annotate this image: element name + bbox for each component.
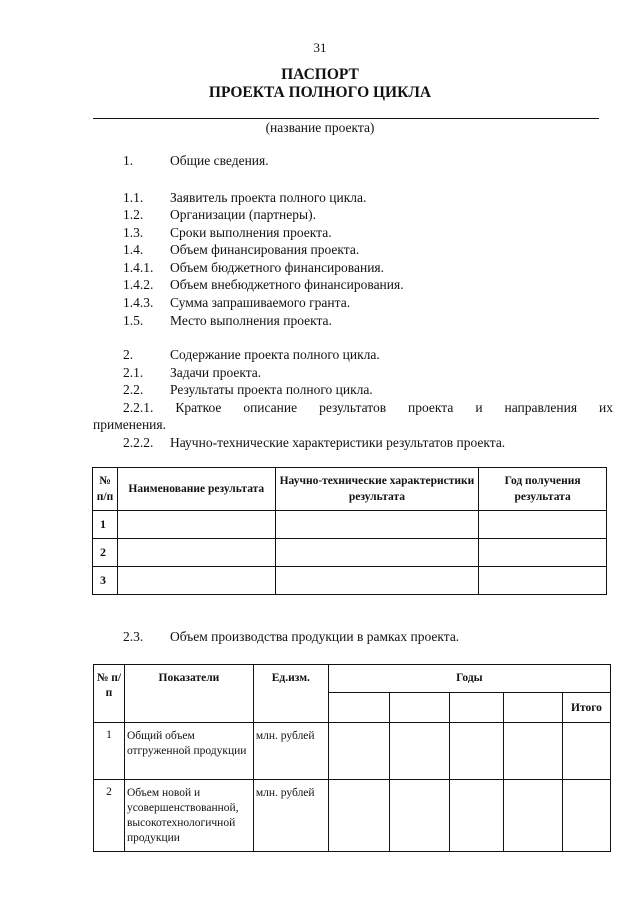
section-number: 1.	[123, 153, 134, 168]
table-cell[interactable]	[275, 539, 479, 567]
item-number: 1.4.	[123, 242, 144, 257]
document-title-line2: ПРОЕКТА ПОЛНОГО ЦИКЛА	[208, 84, 432, 101]
table-row	[93, 539, 607, 567]
table-row	[93, 567, 607, 595]
item-text: Сроки выполнения проекта.	[170, 225, 332, 240]
column-header-number: № п/п	[93, 468, 118, 511]
item-text: Объем финансирования проекта.	[170, 242, 360, 257]
table-cell[interactable]	[504, 780, 563, 852]
table-cell[interactable]	[389, 780, 450, 852]
item-number: 2.2.2.	[123, 435, 154, 450]
table-cell[interactable]	[504, 723, 563, 780]
row-number: 1	[94, 723, 125, 780]
table-cell[interactable]	[117, 511, 275, 539]
section-2-heading	[123, 347, 523, 365]
table-header-row	[94, 665, 611, 693]
item-text: Организации (партнеры).	[170, 207, 316, 222]
item-text: Научно-технические характеристики результатов проекта.	[170, 435, 506, 450]
list-item	[123, 313, 523, 331]
table-cell[interactable]	[450, 780, 504, 852]
table-cell[interactable]	[450, 723, 504, 780]
list-item	[123, 225, 523, 243]
word: и	[475, 400, 483, 415]
word: описание	[243, 400, 298, 415]
column-header-total: Итого	[563, 693, 611, 723]
word: проекта	[408, 400, 454, 415]
item-text: Результаты проекта полного цикла.	[170, 382, 373, 397]
item-text: Объем внебюджетного финансирования.	[170, 277, 404, 292]
item-text: Объем бюджетного финансирования.	[170, 260, 385, 275]
column-header-indicators: Показатели	[124, 665, 253, 723]
item-text: Объем производства продукции в рамках проекта.	[170, 629, 460, 644]
table-row	[94, 723, 611, 780]
section-1-heading	[123, 153, 523, 171]
list-item	[123, 277, 523, 295]
item-number: 1.4.2.	[123, 277, 154, 292]
table-cell[interactable]	[275, 567, 479, 595]
unit-cell: млн. рублей	[253, 780, 328, 852]
row-number: 1	[93, 511, 118, 539]
paragraph-2-2-1	[123, 400, 613, 416]
word: результатов	[319, 400, 387, 415]
table-cell[interactable]	[328, 723, 389, 780]
list-item	[123, 295, 523, 313]
column-header-number: № п/п	[94, 665, 125, 723]
item-number: 1.3.	[123, 225, 144, 240]
page-number: 31	[313, 40, 327, 55]
project-name-caption: (название проекта)	[265, 120, 375, 135]
table-header-row	[93, 468, 607, 511]
item-text: Место выполнения проекта.	[170, 313, 332, 328]
document-title: ПАСПОРТ	[281, 66, 359, 83]
year-cell[interactable]	[389, 693, 450, 723]
year-cell[interactable]	[328, 693, 389, 723]
list-item	[123, 242, 523, 260]
item-text: Задачи проекта.	[170, 365, 262, 380]
list-item	[123, 190, 523, 208]
column-header-year: Год получения результата	[479, 468, 607, 511]
indicator-cell: Общий объем отгруженной продукции	[124, 723, 253, 780]
list-item	[123, 260, 523, 278]
indicator-cell: Объем новой и усовершенствованной, высокотехнологичной продукции	[124, 780, 253, 852]
item-number: 1.4.3.	[123, 295, 154, 310]
list-item	[123, 207, 523, 225]
section-title: Общие сведения.	[170, 153, 269, 168]
item-number: 1.1.	[123, 190, 144, 205]
column-header-years: Годы	[328, 665, 610, 693]
row-number: 2	[94, 780, 125, 852]
table-cell[interactable]	[389, 723, 450, 780]
item-number: 2.1.	[123, 365, 144, 380]
table-row	[94, 780, 611, 852]
table-cell[interactable]	[117, 539, 275, 567]
section-title: Содержание проекта полного цикла.	[170, 347, 380, 362]
table-cell[interactable]	[563, 780, 611, 852]
table-cell[interactable]	[328, 780, 389, 852]
table-row	[93, 511, 607, 539]
table-cell[interactable]	[479, 511, 607, 539]
list-item	[123, 382, 523, 400]
section-2-3-heading	[123, 629, 593, 647]
word: Краткое	[175, 400, 222, 415]
item-number: 2.3.	[123, 629, 144, 644]
row-number: 2	[93, 539, 118, 567]
paragraph-2-2-1-continuation: применения.	[93, 417, 166, 432]
section-number: 2.	[123, 347, 134, 362]
column-header-characteristics: Научно-технические характеристики результата	[275, 468, 479, 511]
results-table	[92, 467, 607, 595]
item-number: 2.2.	[123, 382, 144, 397]
table-cell[interactable]	[275, 511, 479, 539]
item-text: Сумма запрашиваемого гранта.	[170, 295, 351, 310]
column-header-unit: Ед.изм.	[253, 665, 328, 723]
item-number: 1.5.	[123, 313, 144, 328]
title-underline	[93, 118, 599, 119]
word: 2.2.1.	[123, 400, 154, 415]
table-cell[interactable]	[117, 567, 275, 595]
row-number: 3	[93, 567, 118, 595]
year-cell[interactable]	[504, 693, 563, 723]
item-text: Заявитель проекта полного цикла.	[170, 190, 367, 205]
word: направления	[504, 400, 578, 415]
list-item	[123, 435, 583, 453]
list-item	[123, 365, 523, 383]
table-cell[interactable]	[479, 567, 607, 595]
table-cell[interactable]	[563, 723, 611, 780]
production-table	[93, 664, 611, 852]
unit-cell: млн. рублей	[253, 723, 328, 780]
item-number: 1.2.	[123, 207, 144, 222]
year-cell[interactable]	[450, 693, 504, 723]
column-header-name: Наименование результата	[117, 468, 275, 511]
table-cell[interactable]	[479, 539, 607, 567]
word: их	[599, 400, 613, 415]
item-number: 1.4.1.	[123, 260, 154, 275]
